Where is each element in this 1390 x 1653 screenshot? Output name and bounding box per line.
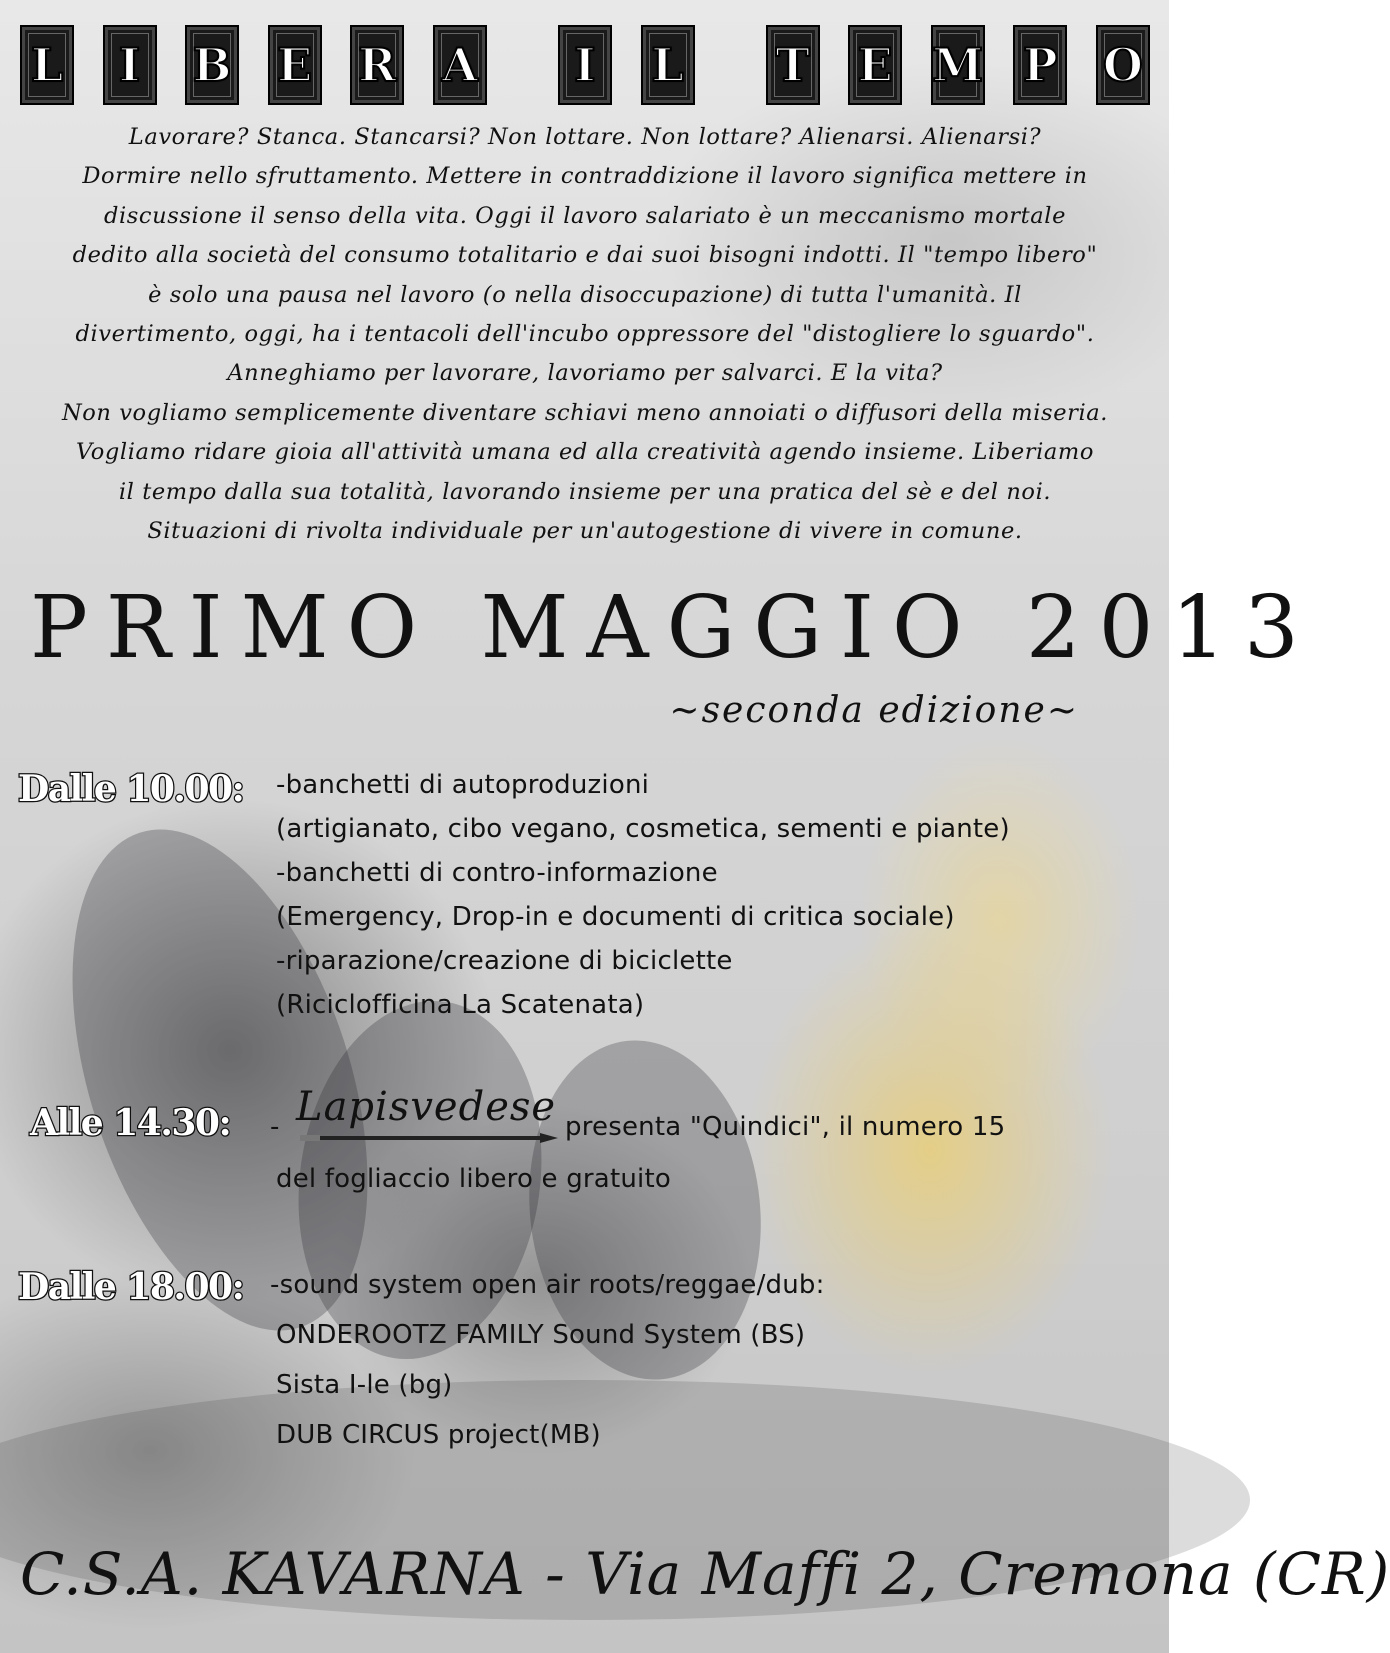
title-letter: P [1023,38,1058,92]
title-banner [20,22,1150,108]
title-word-gap [723,27,737,103]
title-letter-tile [848,25,902,105]
title-word-gap [515,27,529,103]
schedule-line: (Riciclofficina La Scatenata) [276,990,645,1020]
schedule-line: -riparazione/creazione di biciclette [276,946,733,976]
title-letter-tile [350,25,404,105]
title-letter: I [118,38,141,92]
title-letter-tile [766,25,820,105]
time-label-afternoon: Alle 14.30: [30,1102,231,1144]
manifesto-line: dedito alla società del consumo totalitario e dai suoi bisogni indotti. Il "tempo libero" [72,242,1098,269]
schedule-line: -banchetti di autoproduzioni [276,770,650,800]
title-letter-tile [268,25,322,105]
title-letter-tile [641,25,695,105]
manifesto-line: è solo una pausa nel lavoro (o nella disoccupazione) di tutta l'umanità. Il [148,281,1022,308]
title-letter-tile [1096,25,1150,105]
title-letter-tile [558,25,612,105]
title-letter: O [1102,38,1143,92]
title-letter-tile [1013,25,1067,105]
schedule-line: (Emergency, Drop-in e documenti di critica sociale) [276,902,955,932]
schedule-line: DUB CIRCUS project(MB) [276,1420,601,1450]
title-letter: L [651,38,684,92]
title-letter-tile [185,25,239,105]
title-letter: B [192,38,232,92]
title-letter: L [30,38,64,92]
manifesto-line: discussione il senso della vita. Oggi il lavoro salariato è un meccanismo mortale [103,202,1066,229]
pencil-icon [296,1084,558,1144]
schedule-line: (artigianato, cibo vegano, cosmetica, sementi e piante) [276,814,1010,844]
logo-signature: Lapisvedese [296,1084,557,1130]
headline: PRIMO MAGGIO 2013 [30,578,1317,678]
manifesto-line: il tempo dalla sua totalità, lavorando insieme per una pratica del sè e del noi. [118,478,1052,505]
lapisvedese-logo [296,1084,558,1144]
time-label-morning: Dalle 10.00: [18,768,244,810]
title-letter-tile [20,25,74,105]
title-letter: R [358,38,397,92]
title-letter-tile [931,25,985,105]
schedule-dash: - [270,1112,280,1142]
schedule-line: Sista I-le (bg) [276,1370,453,1400]
title-letter-tile [433,25,487,105]
manifesto-line: Anneghiamo per lavorare, lavoriamo per salvarci. E la vita? [227,360,943,387]
schedule-line: -banchetti di contro-informazione [276,858,718,888]
title-letter: A [441,38,478,92]
subheadline: ~seconda edizione~ [669,690,1079,731]
title-letter: E [857,38,893,92]
manifesto-line: divertimento, oggi, ha i tentacoli dell'incubo oppressore del "distogliere lo sguardo". [75,321,1095,348]
manifesto-line: Dormire nello sfruttamento. Mettere in contraddizione il lavoro significa mettere in [82,163,1088,190]
schedule-line: del fogliaccio libero e gratuito [276,1164,671,1194]
manifesto-text [30,118,1140,551]
title-letter: I [574,38,596,92]
title-letter-tile [103,25,157,105]
manifesto-line: Non vogliamo semplicemente diventare schiavi meno annoiati o diffusori della miseria. [61,399,1109,426]
venue-footer: C.S.A. KAVARNA - Via Maffi 2, Cremona (CR) [20,1540,1390,1608]
schedule-line: presenta "Quindici", il numero 15 [565,1112,1006,1142]
time-label-evening: Dalle 18.00: [18,1266,244,1308]
schedule-line: -sound system open air roots/reggae/dub: [270,1270,825,1300]
manifesto-line: Lavorare? Stanca. Stancarsi? Non lottare. Non lottare? Alienarsi. Alienarsi? [128,124,1042,150]
schedule-line: ONDEROOTZ FAMILY Sound System (BS) [276,1320,806,1350]
title-letter: T [775,38,810,92]
title-letter: M [932,38,984,92]
manifesto-line: Vogliamo ridare gioia all'attività umana ed alla creatività agendo insieme. Liberiamo [76,439,1094,466]
manifesto-line: Situazioni di rivolta individuale per un'autogestione di vivere in comune. [147,518,1023,545]
title-letter: E [277,38,313,92]
